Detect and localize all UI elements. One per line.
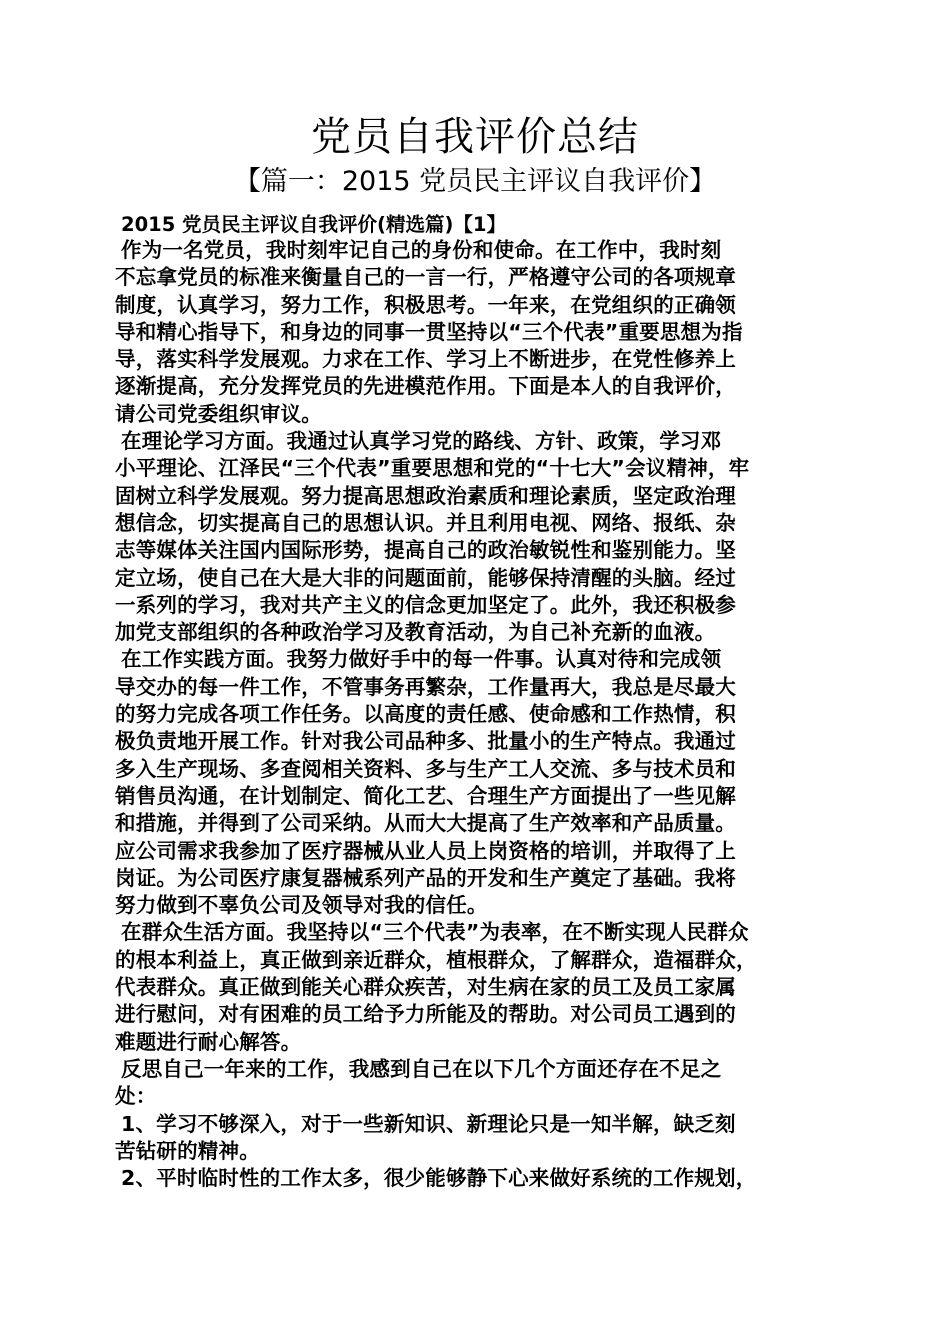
text-line: 和措施，并得到了公司采纳。从而大大提高了生产效率和产品质量。: [115, 811, 736, 836]
document-title: 党员自我评价总结: [311, 114, 639, 160]
document-subtitle: 【篇一：2015 党员民主评议自我评价】: [233, 166, 717, 197]
body-text: [115, 237, 855, 1192]
text-line: 一系列的学习，我对共产主义的信念更加坚定了。此外，我还积极参: [115, 592, 736, 617]
text-line: 请公司党委组织审议。: [115, 401, 322, 426]
text-line: 志等媒体关注国内国际形势，提高自己的政治敏锐性和鉴别能力。坚: [115, 538, 736, 563]
text-line: 2、平时临时性的工作太多，很少能够静下心来做好系统的工作规划，: [121, 1166, 757, 1191]
text-line: 导和精心指导下，和身边的同事一贯坚持以“三个代表”重要思想为指: [115, 319, 743, 344]
text-line: 在群众生活方面。我坚持以“三个代表”为表率，在不断实现人民群众: [121, 920, 749, 945]
text-line: 的根本利益上，真正做到亲近群众，植根群众，了解群众，造福群众，: [115, 947, 757, 972]
text-line: 努力做到不辜负公司及领导对我的信任。: [115, 893, 488, 918]
text-line: 多入生产现场、多查阅相关资料、多与生产工人交流、多与技术员和: [115, 756, 736, 781]
text-line: 岗证。为公司医疗康复器械系列产品的开发和生产奠定了基础。我将: [115, 865, 736, 890]
text-line: 难题进行耐心解答。: [115, 1029, 302, 1054]
text-line: 极负责地开展工作。针对我公司品种多、批量小的生产特点。我通过: [115, 729, 736, 754]
text-line: 逐渐提高，充分发挥党员的先进模范作用。下面是本人的自我评价，: [115, 374, 736, 399]
text-line: 不忘拿党员的标准来衡量自己的一言一行，严格遵守公司的各项规章: [115, 265, 736, 290]
text-line: 反思自己一年来的工作，我感到自己在以下几个方面还存在不足之: [121, 1056, 722, 1081]
text-line: 在理论学习方面。我通过认真学习党的路线、方针、政策，学习邓: [121, 429, 722, 454]
text-line: 销售员沟通，在计划制定、简化工艺、合理生产方面提出了一些见解: [115, 783, 736, 808]
text-line: 在工作实践方面。我努力做好手中的每一件事。认真对待和完成领: [121, 647, 722, 672]
text-line: 苦钻研的精神。: [115, 1138, 260, 1163]
text-line: 处：: [115, 1084, 157, 1109]
text-line: 加党支部组织的各种政治学习及教育活动，为自己补充新的血液。: [115, 620, 716, 645]
text-line: 的努力完成各项工作任务。以高度的责任感、使命感和工作热情，积: [115, 702, 736, 727]
text-line: 进行慰问，对有困难的员工给予力所能及的帮助。对公司员工遇到的: [115, 1002, 736, 1027]
section-heading: 2015 党员民主评议自我评价(精选篇)【1】: [121, 213, 506, 236]
text-line: 作为一名党员，我时刻牢记自己的身份和使命。在工作中，我时刻: [121, 238, 722, 262]
text-line: 制度，认真学习，努力工作，积极思考。一年来，在党组织的正确领: [115, 292, 736, 317]
text-line: 想信念，切实提高自己的思想认识。并且利用电视、网络、报纸、杂: [115, 510, 736, 535]
text-line: 导交办的每一件工作，不管事务再繁杂，工作量再大，我总是尽最大: [115, 674, 736, 699]
text-line: 小平理论、江泽民“三个代表”重要思想和党的“十七大”会议精神，牢: [115, 456, 750, 481]
text-line: 定立场，使自己在大是大非的问题面前，能够保持清醒的头脑。经过: [115, 565, 736, 590]
text-line: 1、学习不够深入，对于一些新知识、新理论只是一知半解，缺乏刻: [121, 1111, 736, 1136]
text-line: 代表群众。真正做到能关心群众疾苦，对生病在家的员工及员工家属: [115, 975, 736, 1000]
text-line: 固树立科学发展观。努力提高思想政治素质和理论素质，坚定政治理: [115, 483, 736, 508]
text-line: 应公司需求我参加了医疗器械从业人员上岗资格的培训，并取得了上: [115, 838, 736, 863]
text-line: 导，落实科学发展观。力求在工作、学习上不断进步，在党性修养上: [115, 347, 736, 372]
